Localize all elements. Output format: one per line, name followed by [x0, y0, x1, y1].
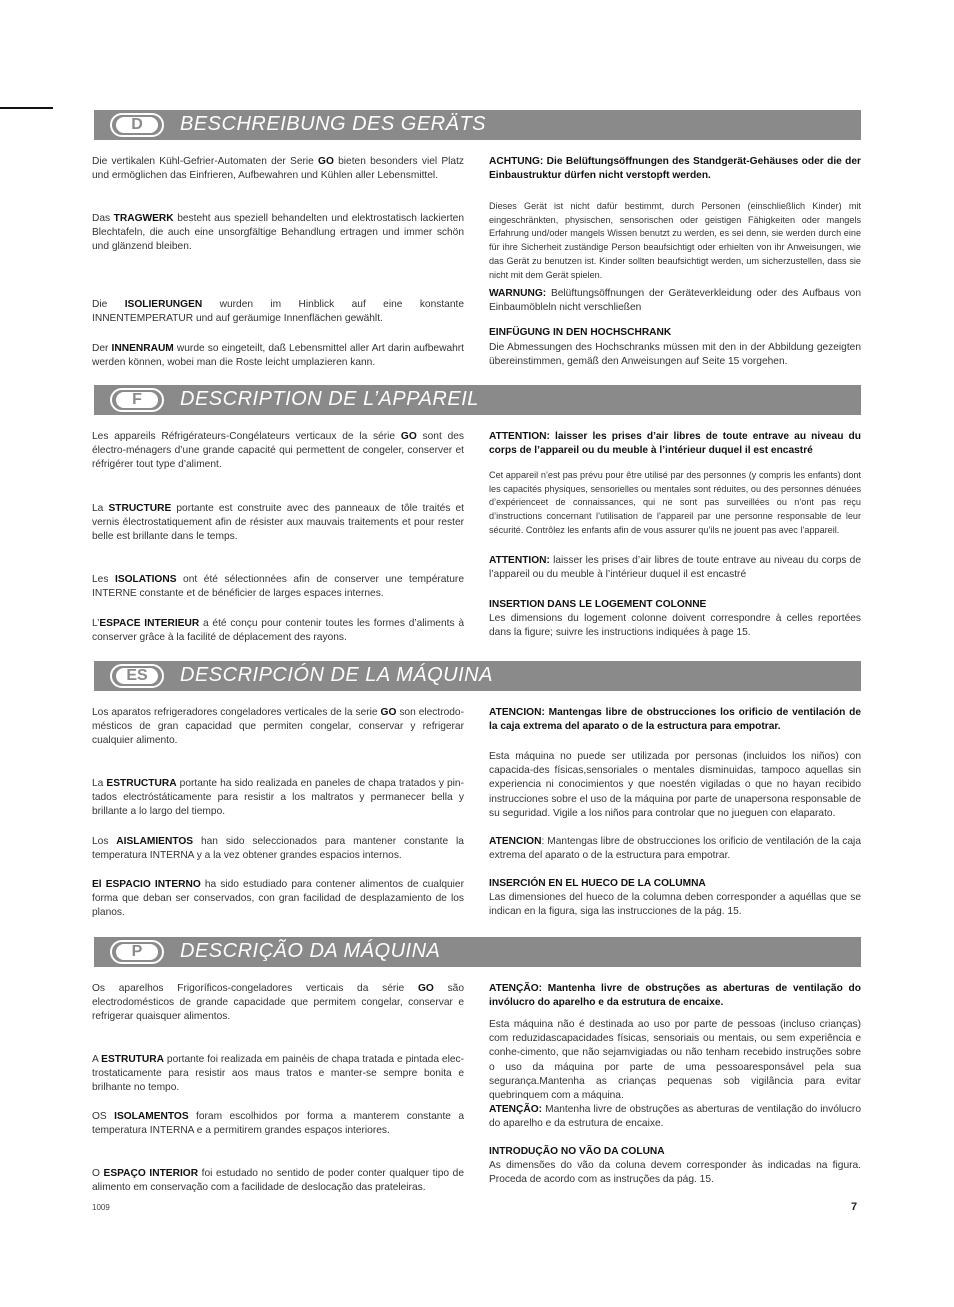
language-badge: ES [110, 664, 164, 688]
ventilation-warning: ACHTUNG: Die Belüftungsöffnungen des Standgerät-Gehäuses oder die der Einbaustruktur dürfen nicht verstopft werden. [489, 156, 861, 182]
document-code: 1009 [92, 1203, 110, 1212]
install-text: As dimensões do vão da coluna devem corresponder às indicadas na figura. Proceda de acordo com as instruções da pág. 15. [489, 1160, 861, 1186]
paragraph-intro: Os aparelhos Frigoríficos-congeladores verticais da série GO são electrodomésticos de grande capacidade que permitem congelar, conservar e refrigerar quaisquer alimentos. [92, 983, 464, 1023]
install-text: Las dimensiones del hueco de la columna deben corresponder a aquéllas que se indican en la figura, siga las instrucciones de la pág. 15. [489, 892, 861, 918]
safety-notice: Cet appareil n’est pas prévu pour être utilisé par des personnes (y compris les enfants) dont les capacités physiques, sensorielles ou mentales sont réduites, ou des personnes dénuées d’expérienceet de connaissances, qui ne sont pas surveillées ou n’ont pas reçu d’instructions concernant l’utilisation de l’appareil par une personne responsable de leur sécurité. Contrôlez les enfants afin de vous assurer qu’ils ne jouent pas avec l’appareil. [489, 470, 861, 535]
paragraph-intro: Die vertikalen Kühl-Gefrier-Automaten der Serie GO bieten besonders viel Platz und ermöglichen das Einfrieren, Aufbewahren und Kühlen aller Lebensmittel. [92, 156, 464, 182]
page-number: 7 [851, 1201, 858, 1213]
language-badge: D [110, 113, 164, 137]
paragraph-interior: L’ESPACE INTERIEUR a été conçu pour contenir toutes les formes d’aliments à conserver grâce à la facilité de déplacement des rayons. [92, 618, 464, 644]
language-badge: P [110, 940, 164, 964]
install-heading: EINFÜGUNG IN DEN HOCHSCHRANK [489, 327, 672, 338]
warning-note: ATENÇÃO: Mantenha livre de obstruções as aberturas de ventilação do invólucro do aparelho e da estrutura de encaixe. [489, 1104, 861, 1130]
section-title: BESCHREIBUNG DES GERÄTS [180, 113, 487, 135]
paragraph-interior: El ESPACIO INTERNO ha sido estudiado para contener alimentos de cualquier forma que deban ser conservados, con gran facilidad de desplazamiento de los planos. [92, 879, 464, 919]
section-banner-d [94, 110, 861, 140]
paragraph-structure: La ESTRUCTURA portante ha sido realizada en paneles de chapa tratados y pin-tados electróstáticamente para resistir a los maltratos y permanecer bella y brillante a lo largo del tiempo. [92, 778, 464, 818]
paragraph-structure: A ESTRUTURA portante foi realizada em painéis de chapa tratada e pintada elec-trostaticamente para resistir aos maus tratos e manter-se sempre bonita e brilhante no tempo. [92, 1054, 464, 1094]
install-text: Les dimensions du logement colonne doivent correspondre à celles reportées dans la figure; suivre les instructions indiquées à page 15. [489, 613, 861, 639]
safety-notice: Esta máquina no puede ser utilizada por personas (incluidos los niños) con capacida-des físicas,sensoriales o mentales disminuidas, tampoco aquellas sin experiencia ni conocimientos y que noestén vigiladas o que no hayan recibido instrucciones sobre el uso de la máquina por parte de unapersona responsable de su seguridad. Vigile a los niños para controlar que no jueguen con elaparato. [489, 751, 861, 819]
language-badge: F [110, 388, 164, 412]
install-heading: INSERTION DANS LE LOGEMENT COLONNE [489, 599, 707, 610]
warning-note: ATENCION: Mantengas libre de obstrucciones los orificio de ventilación de la caja extrema del aparato o de la estructura para empotrar. [489, 836, 861, 862]
paragraph-insulation: Les ISOLATIONS ont été sélectionnées afin de conserver une température INTERNE constante et de bénéficier de larges espaces internes. [92, 574, 464, 600]
ventilation-warning: ATENCION: Mantengas libre de obstrucciones los orificio de ventilación de la caja extrema del aparato o de la estructura para empotrar. [489, 707, 861, 733]
install-text: Die Abmessungen des Hochschranks müssen mit den in der Abbildung gezeigten übereinstimmen, gemäß den Anweisungen auf Seite 15 vorgehen. [489, 342, 861, 368]
paragraph-intro: Los aparatos refrigeradores congeladores verticales de la serie GO son electrodo-mésticos de gran capacidad que permiten congelar, conservar y refrigerar cualquier alimento. [92, 707, 464, 747]
paragraph-insulation: Die ISOLIERUNGEN wurden im Hinblick auf eine konstante INNENTEMPERATUR und auf geräumige Innenflächen gewählt. [92, 299, 464, 325]
warning-note: WARNUNG: Belüftungsöffnungen der Geräteverkleidung oder des Aufbaus von Einbaumöbleln nicht verschließen [489, 288, 861, 314]
install-heading: INTRODUÇÃO NO VÃO DA COLUNA [489, 1146, 665, 1157]
paragraph-insulation: OS ISOLAMENTOS foram escolhidos por forma a manterem constante a temperatura INTERNA e a permitirem grandes espaços interiores. [92, 1111, 464, 1137]
section-title: DESCRIPTION DE L’APPAREIL [180, 388, 479, 410]
safety-notice: Dieses Gerät ist nicht dafür bestimmt, durch Personen (einschließlich Kinder) mit eingeschränkten, physischen, sensorischen oder geistigen Fähigkeiten oder mangels Erfahrung und/oder mangels Wissen benutzt zu werden, es sei denn, sie werden durch eine für ihre Sicherheit zuständige Person beaufsichtigt oder erhielten von ihr Anweisungen, wie das Gerät zu benutzen ist. Kinder sollten beaufsichtigt werden, um sicherzustellen, dass sie nicht mit dem Gerät spielen. [489, 201, 861, 280]
ventilation-warning: ATTENTION: laisser les prises d’air libres de toute entrave au niveau du corps de l’appareil ou du meuble à l’intérieur duquel il est encastré [489, 431, 861, 457]
warning-note: ATTENTION: laisser les prises d’air libres de toute entrave au niveau du corps de l’appareil ou du meuble à l’intérieur duquel il est encastré [489, 555, 861, 581]
section-banner-f [94, 385, 861, 415]
section-title: DESCRIÇÃO DA MÁQUINA [180, 940, 441, 962]
install-heading: INSERCIÓN EN EL HUECO DE LA COLUMNA [489, 878, 706, 889]
ventilation-warning: ATENÇÃO: Mantenha livre de obstruções as aberturas de ventilação do invólucro do aparelho e da estrutura de encaixe. [489, 983, 861, 1009]
paragraph-insulation: Los AISLAMIENTOS han sido seleccionados para mantener constante la temperatura INTERNA y a la vez obtener grandes espacios internos. [92, 836, 464, 862]
corner-rule [0, 107, 53, 109]
paragraph-interior: O ESPAÇO INTERIOR foi estudado no sentido de poder conter qualquer tipo de alimento em conservação com a facilidade de deslocação das prateleiras. [92, 1168, 464, 1194]
section-banner-es [94, 661, 861, 691]
section-banner-p [94, 937, 861, 967]
paragraph-intro: Les appareils Réfrigérateurs-Congélateurs verticaux de la série GO sont des électro-ménagers d’une grande capacité qui permettent de congeler, conserver et réfrigérer tout type d’aliment. [92, 431, 464, 471]
section-title: DESCRIPCIÓN DE LA MÁQUINA [180, 664, 493, 686]
safety-notice: Esta máquina não é destinada ao uso por parte de pessoas (incluso crianças) com reduzidascapacidades físicas, sensoriais ou mentais, ou sem experiência e conhe-cimento, que não sejamvigiadas ou não tenham recebido instruções sobre o uso da máquina por parte de uma pessoaresponsável pela sua segurança.Mantenha as crianças pequenas sob vigilância para evitar quebrinquem com a máquina. [489, 1019, 861, 1102]
paragraph-structure: Das TRAGWERK besteht aus speziell behandelten und elektrostatisch lackierten Blechtafeln, die auch eine unsorgfältige Behandlung ertragen und immer schön und glänzend bleiben. [92, 213, 464, 253]
paragraph-structure: La STRUCTURE portante est construite avec des panneaux de tôle traités et vernis électrostatiquement afin de résister aux mauvais traitements et pour rester belle est brillante dans le temps. [92, 503, 465, 543]
paragraph-interior: Der INNENRAUM wurde so eingeteilt, daß Lebensmittel aller Art darin aufbewahrt werden können, wobei man die Roste leicht umplazieren kann. [92, 343, 464, 369]
